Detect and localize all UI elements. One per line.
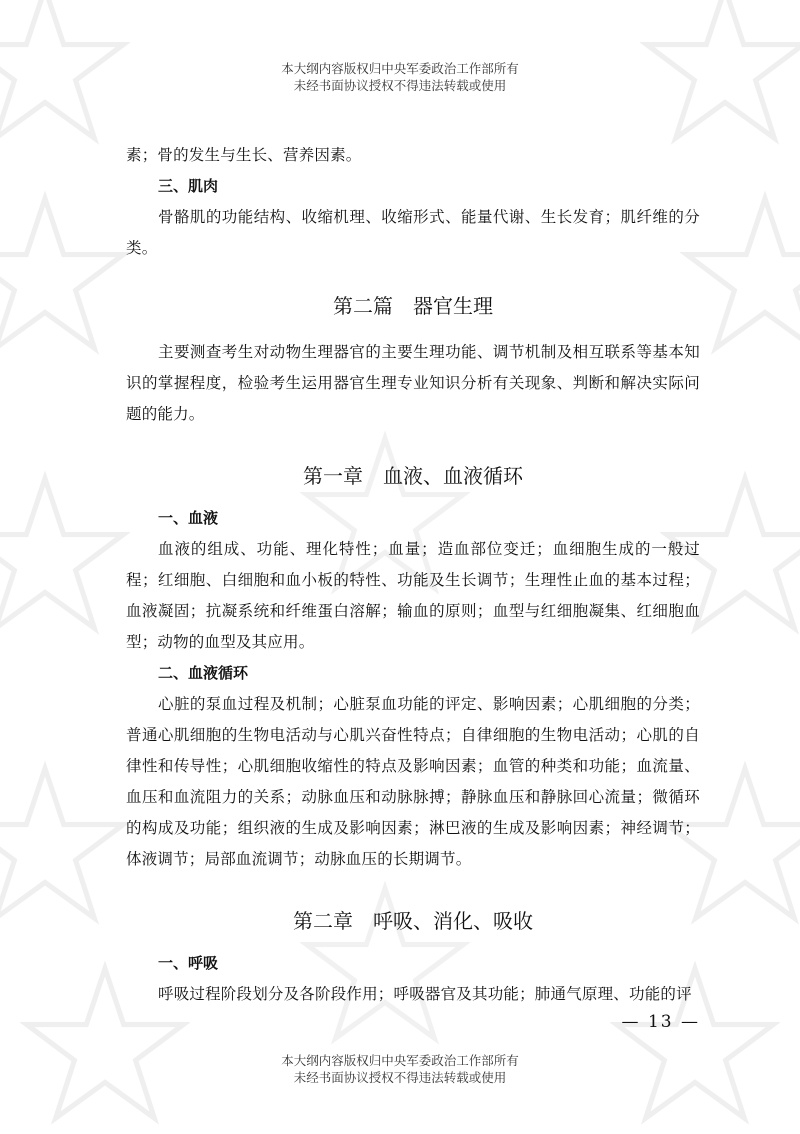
copyright-footer xyxy=(0,1052,800,1086)
paragraph-respiration: 呼吸过程阶段划分及各阶段作用；呼吸器官及其功能；肺通气原理、功能的评 xyxy=(158,985,692,1003)
paragraph-circulation: 心脏的泵血过程及机制；心脏泵血功能的评定、影响因素；心肌细胞的分类；普通心肌细胞的生物电活动与心肌兴奋性特点；自律细胞的生物电活动；心肌的自律性和传导性；心肌细胞收缩性的特点及影响因素；血管的种类和功能；血流量、血压和血流阻力的关系；动脉血压和动脉脉搏；静脉血压和静脉回心流量；微循环的构成及功能；组织液的生成及影响因素；淋巴液的生成及影响因素；神经调节；体液调节；局部血流调节；动脉血压的长期调节。 xyxy=(126,695,700,868)
paragraph-blood: 血液的组成、功能、理化特性；血量；造血部位变迁；血细胞生成的一般过程；红细胞、白细胞和血小板的特性、功能及生长调节；生理性止血的基本过程；血液凝固；抗凝系统和纤维蛋白溶解；输血的原则；血型与红细胞凝集、红细胞血型；动物的血型及其应用。 xyxy=(126,540,700,651)
watermark-star-icon xyxy=(0,470,130,640)
section-heading-muscle: 三、肌肉 xyxy=(158,177,219,195)
copyright-header-line1: 本大纲内容版权归中央军委政治工作部所有 xyxy=(281,61,519,76)
watermark-star-icon xyxy=(0,760,130,930)
paragraph-bone-continued: 素；骨的发生与生长、营养因素。 xyxy=(126,146,362,164)
chapter-title-respiration-digestion: 第二章 呼吸、消化、吸收 xyxy=(293,909,533,933)
copyright-header xyxy=(0,60,800,94)
document-body xyxy=(126,140,700,1010)
paragraph-part2-intro: 主要测查考生对动物生理器官的主要生理功能、调节机制及相互联系等基本知识的掌握程度，检验考生运用器官生理专业知识分析有关现象、判断和解决实际问题的能力。 xyxy=(126,343,700,423)
paragraph-muscle: 骨骼肌的功能结构、收缩机理、收缩形式、能量代谢、生长发育；肌纤维的分类。 xyxy=(126,208,700,257)
watermark-star-icon xyxy=(0,190,130,360)
copyright-footer-line1: 本大纲内容版权归中央军委政治工作部所有 xyxy=(281,1053,519,1068)
copyright-footer-line2: 未经书面协议授权不得违法转载或使用 xyxy=(293,1070,507,1085)
part-title-organ-physiology: 第二篇 器官生理 xyxy=(333,294,493,318)
section-heading-circulation: 二、血液循环 xyxy=(158,664,249,682)
section-heading-blood: 一、血液 xyxy=(158,509,219,527)
section-heading-respiration: 一、呼吸 xyxy=(158,954,219,972)
chapter-title-blood-circulation: 第一章 血液、血液循环 xyxy=(303,464,523,488)
copyright-header-line2: 未经书面协议授权不得违法转载或使用 xyxy=(293,78,507,93)
page-number: — 13 — xyxy=(621,1012,700,1032)
